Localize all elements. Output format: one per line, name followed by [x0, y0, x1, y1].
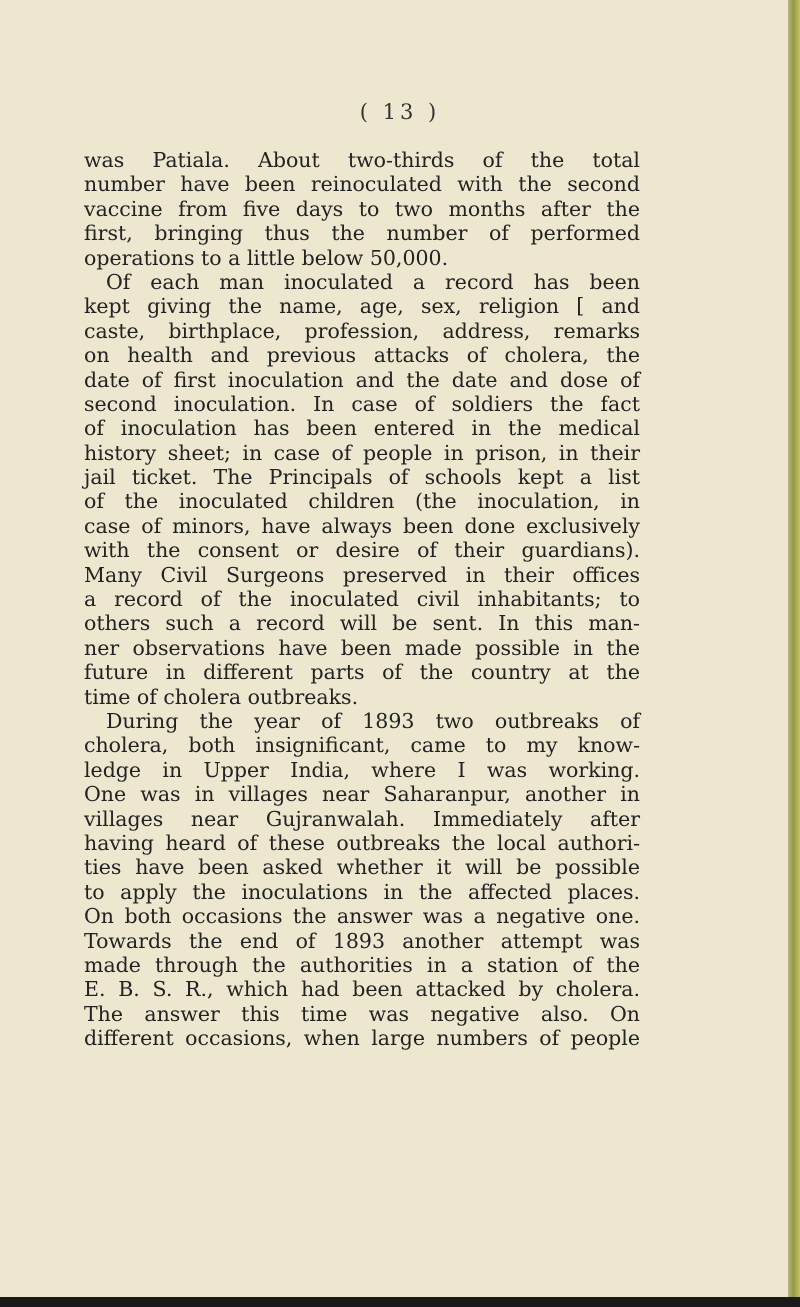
text-line: history sheet; in case of people in prison, in their	[84, 440, 640, 465]
text-line: second inoculation. In case of soldiers the fact	[84, 391, 640, 416]
page-bottom-edge	[0, 1297, 800, 1307]
text-line: future in different parts of the country at the	[84, 660, 640, 685]
text-line: with the consent or desire of their guardians).	[84, 538, 640, 563]
text-line: ties have been asked whether it will be possible	[84, 855, 640, 880]
text-line: of the inoculated children (the inoculation, in	[84, 489, 640, 514]
text-line: ner observations have been made possible in the	[84, 635, 640, 660]
text-line: vaccine from five days to two months after the	[84, 196, 640, 221]
text-line: kept giving the name, age, sex, religion [ and	[84, 294, 640, 319]
text-line: One was in villages near Saharanpur, another in	[84, 782, 640, 807]
text-line: villages near Gujranwalah. Immediately after	[84, 806, 640, 831]
text-line: time of cholera outbreaks.	[84, 684, 359, 709]
page-number: ( 13 )	[359, 100, 441, 124]
text-line: On both occasions the answer was a negative one.	[84, 904, 640, 929]
body-text	[84, 148, 640, 1050]
text-line: on health and previous attacks of cholera, the	[84, 343, 640, 368]
text-line: During the year of 1893 two outbreaks of	[106, 708, 640, 733]
text-line: jail ticket. The Principals of schools kept a list	[84, 465, 640, 490]
text-line: having heard of these outbreaks the local authori-	[84, 830, 640, 855]
text-line: E. B. S. R., which had been attacked by cholera.	[84, 977, 640, 1002]
text-line: Many Civil Surgeons preserved in their offices	[84, 562, 640, 587]
text-line: Towards the end of 1893 another attempt was	[84, 928, 640, 953]
text-line: made through the authorities in a station of the	[84, 952, 640, 977]
text-line: The answer this time was negative also. On	[84, 1001, 640, 1026]
text-line: ledge in Upper India, where I was working.	[84, 757, 640, 782]
text-line: Of each man inoculated a record has been	[106, 269, 640, 294]
text-line: case of minors, have always been done exclusively	[84, 513, 640, 538]
text-line: to apply the inoculations in the affected places.	[84, 879, 640, 904]
text-line: caste, birthplace, profession, address, remarks	[84, 318, 640, 343]
text-line: of inoculation has been entered in the medical	[84, 416, 640, 441]
text-line: was Patiala. About two-thirds of the total	[84, 148, 640, 172]
text-line: number have been reinoculated with the second	[84, 172, 640, 197]
page-edge-binding	[788, 0, 800, 1307]
text-line: different occasions, when large numbers of people	[84, 1026, 640, 1051]
text-line: cholera, both insignificant, came to my know-	[84, 733, 640, 758]
text-line: date of first inoculation and the date and dose of	[84, 367, 640, 392]
text-line: first, bringing thus the number of performed	[84, 221, 640, 246]
text-line: a record of the inoculated civil inhabitants; to	[84, 587, 640, 612]
text-line: others such a record will be sent. In this man-	[84, 611, 640, 636]
text-line: operations to a little below 50,000.	[84, 245, 449, 270]
